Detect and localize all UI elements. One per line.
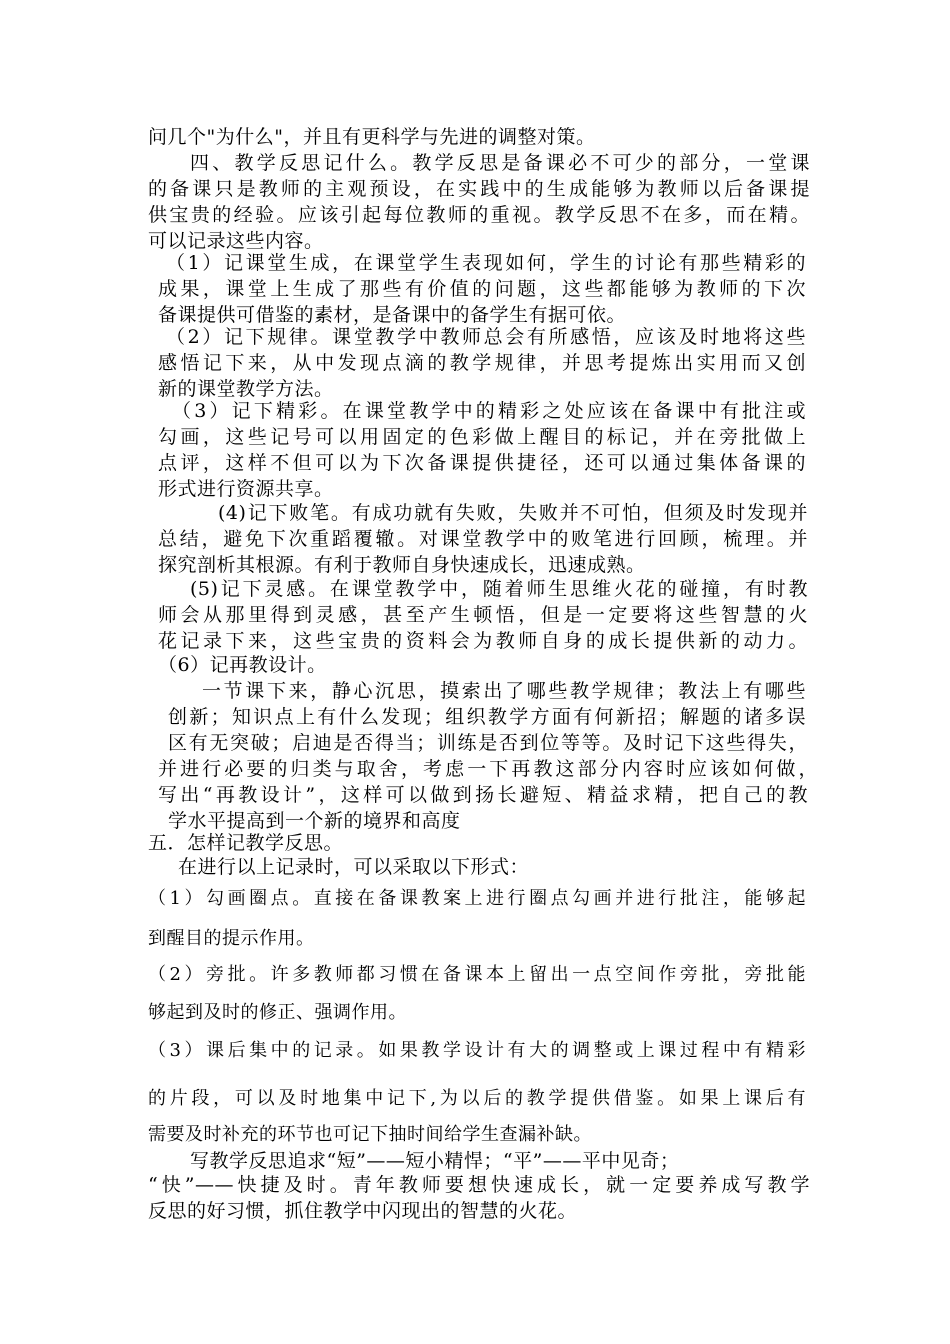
text-line: 师会从那里得到灵感，甚至产生顿悟，但是一定要将这些智慧的火 bbox=[158, 604, 808, 626]
text-line: (4)记下败笔。有成功就有失败，失败并不可怕，但须及时发现并 bbox=[218, 502, 808, 524]
text-line: 探究剖析其根源。有利于教师自身快速成长，迅速成熟。 bbox=[158, 554, 646, 576]
text-line: 够起到及时的修正、强调作用。 bbox=[148, 1002, 407, 1023]
text-line: 写出“再教设计”，这样可以做到扬长避短、精益求精，把自己的教 bbox=[158, 784, 808, 806]
text-line: 写教学反思追求“短”——短小精悍；“平”——平中见奇； bbox=[190, 1150, 680, 1172]
text-line: 供宝贵的经验。应该引起每位教师的重视。教学反思不在多，而在精。 bbox=[148, 204, 810, 226]
text-line: 新的课堂教学方法。 bbox=[158, 378, 334, 400]
text-line: 勾画，这些记号可以用固定的色彩做上醒目的标记，并在旁批做上 bbox=[158, 426, 806, 448]
text-line: 形式进行资源共享。 bbox=[158, 478, 334, 500]
text-line: 备课提供可借鉴的素材，是备课中的备学生有据可依。 bbox=[158, 304, 627, 326]
text-line: 总结，避免下次重蹈覆辙。对课堂教学中的败笔进行回顾，梳理。并 bbox=[158, 528, 808, 550]
section-heading: 五．怎样记教学反思。 bbox=[148, 832, 344, 854]
text-line: 创新；知识点上有什么发现；组织教学方面有何新招；解题的诸多误 bbox=[168, 706, 806, 728]
text-line: 四、教学反思记什么。教学反思是备课必不可少的部分，一堂课 bbox=[190, 152, 810, 174]
text-line: 区有无突破；启迪是否得当；训练是否到位等等。及时记下这些得失， bbox=[168, 732, 808, 754]
text-line: 在进行以上记录时，可以采取以下形式： bbox=[178, 856, 530, 878]
text-line: （2）旁批。许多教师都习惯在备课本上留出一点空间作旁批，旁批能 bbox=[148, 964, 806, 985]
text-line: 学水平提高到一个新的境界和高度 bbox=[168, 810, 461, 832]
text-line: 的备课只是教师的主观预设，在实践中的生成能够为教师以后备课提 bbox=[148, 178, 810, 200]
text-line: 一节课下来，静心沉思，摸索出了哪些教学规律；教法上有哪些 bbox=[202, 680, 806, 702]
text-line: （3）课后集中的记录。如果教学设计有大的调整或上课过程中有精彩 bbox=[148, 1040, 806, 1061]
text-line: 成果，课堂上生成了那些有价值的问题，这些都能够为教师的下次 bbox=[158, 278, 806, 300]
text-line: 需要及时补充的环节也可记下抽时间给学生查漏补缺。 bbox=[148, 1124, 592, 1145]
text-line: （1）勾画圈点。直接在备课教案上进行圈点勾画并进行批注，能够起 bbox=[148, 888, 806, 909]
text-line: 反思的好习惯，抓住教学中闪现出的智慧的火花。 bbox=[148, 1200, 578, 1222]
text-line: (5)记下灵感。在课堂教学中，随着师生思维火花的碰撞，有时教 bbox=[190, 578, 808, 600]
text-line: 花记录下来，这些宝贵的资料会为教师自身的成长提供新的动力。 bbox=[158, 630, 808, 652]
text-line: 到醒目的提示作用。 bbox=[148, 928, 315, 949]
text-line: 可以记录这些内容。 bbox=[148, 230, 324, 252]
text-line: （3）记下精彩。在课堂教学中的精彩之处应该在备课中有批注或 bbox=[172, 400, 806, 422]
text-line: 问几个"为什么"，并且有更科学与先进的调整对策。 bbox=[148, 126, 596, 148]
text-line: 感悟记下来，从中发现点滴的教学规律，并思考提炼出实用而又创 bbox=[158, 352, 806, 374]
text-line: “快”——快捷及时。青年教师要想快速成长，就一定要养成写教学 bbox=[148, 1174, 810, 1196]
text-line: （6）记再教设计。 bbox=[158, 654, 327, 676]
text-line: 的片段，可以及时地集中记下,为以后的教学提供借鉴。如果上课后有 bbox=[148, 1088, 806, 1109]
text-line: 点评，这样不但可以为下次备课提供捷径，还可以通过集体备课的 bbox=[158, 452, 806, 474]
text-line: （2）记下规律。课堂教学中教师总会有所感悟，应该及时地将这些 bbox=[166, 326, 806, 348]
text-line: （1）记课堂生成，在课堂学生表现如何，学生的讨论有那些精彩的 bbox=[166, 252, 806, 274]
text-line: 并进行必要的归类与取舍，考虑一下再教这部分内容时应该如何做， bbox=[158, 758, 818, 780]
